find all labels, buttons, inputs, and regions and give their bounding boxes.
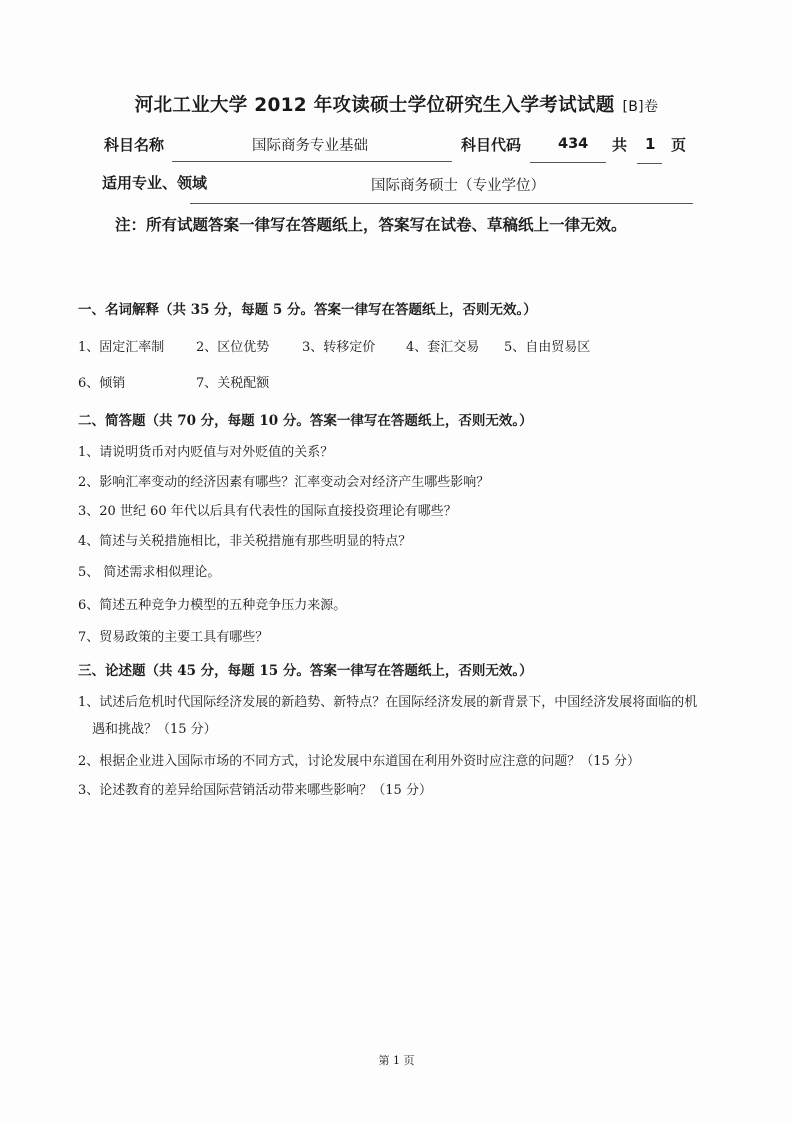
essay-item: 1、试述后危机时代国际经济发展的新趋势、新特点？在国际经济发展的新背景下，中国经济发展将面临的机 [78, 695, 698, 710]
essay-item-continuation: 遇和挑战？（15 分） [92, 722, 217, 737]
total-pages-underline [637, 163, 662, 164]
subject-name-label: 科目名称 [104, 136, 165, 154]
section-3-heading: 三、论述题（共 45 分，每题 15 分。答案一律写在答题纸上，否则无效。） [78, 663, 533, 679]
subject-code-label: 科目代码 [461, 136, 522, 154]
subject-code-value: 434 [558, 136, 589, 152]
exam-title [0, 91, 793, 117]
term-item: 2、区位优势 [196, 340, 270, 355]
essay-item: 3、论述教育的差异给国际营销活动带来哪些影响？（15 分） [78, 783, 432, 798]
subject-code-underline [530, 162, 606, 163]
exam-note: 注：所有试题答案一律写在答题纸上，答案写在试卷、草稿纸上一律无效。 [115, 216, 627, 234]
major-label: 适用专业、领域 [102, 174, 208, 192]
term-item: 4、套汇交易 [406, 340, 480, 355]
question-item: 3、20 世纪 60 年代以后具有代表性的国际直接投资理论有哪些？ [78, 504, 457, 519]
section-2-heading: 二、简答题（共 70 分，每题 10 分。答案一律写在答题纸上，否则无效。） [78, 413, 533, 429]
major-underline [190, 203, 693, 204]
total-pages-value: 1 [645, 135, 656, 153]
term-item: 3、转移定价 [302, 340, 376, 355]
total-label: 共 [612, 136, 628, 154]
question-item: 1、请说明货币对内贬值与对外贬值的关系？ [78, 445, 334, 460]
question-item: 4、简述与关税措施相比，非关税措施有那些明显的特点？ [78, 534, 412, 549]
volume-label: [B]卷 [622, 99, 659, 115]
term-item: 7、关税配额 [196, 376, 270, 391]
subject-name-underline [172, 161, 452, 162]
subject-name-value: 国际商务专业基础 [252, 138, 368, 154]
major-value: 国际商务硕士（专业学位） [371, 178, 545, 194]
title-text: 河北工业大学 2012 年攻读硕士学位研究生入学考试试题 [134, 95, 615, 116]
essay-item: 2、根据企业进入国际市场的不同方式，讨论发展中东道国在利用外资时应注意的问题？（15 分） [78, 754, 640, 769]
term-item: 1、固定汇率制 [78, 340, 165, 355]
section-1-heading: 一、名词解释（共 35 分，每题 5 分。答案一律写在答题纸上，否则无效。） [78, 302, 537, 318]
page-number: 第 1 页 [378, 1054, 415, 1067]
question-item: 2、影响汇率变动的经济因素有哪些？汇率变动会对经济产生哪些影响？ [78, 475, 490, 490]
term-item: 5、自由贸易区 [504, 340, 591, 355]
page-unit-label: 页 [671, 136, 687, 154]
question-item: 5、 简述需求相似理论。 [78, 565, 221, 580]
question-item: 7、贸易政策的主要工具有哪些？ [78, 630, 269, 645]
question-item: 6、简述五种竞争力模型的五种竞争压力来源。 [78, 598, 347, 613]
term-item: 6、倾销 [78, 376, 126, 391]
